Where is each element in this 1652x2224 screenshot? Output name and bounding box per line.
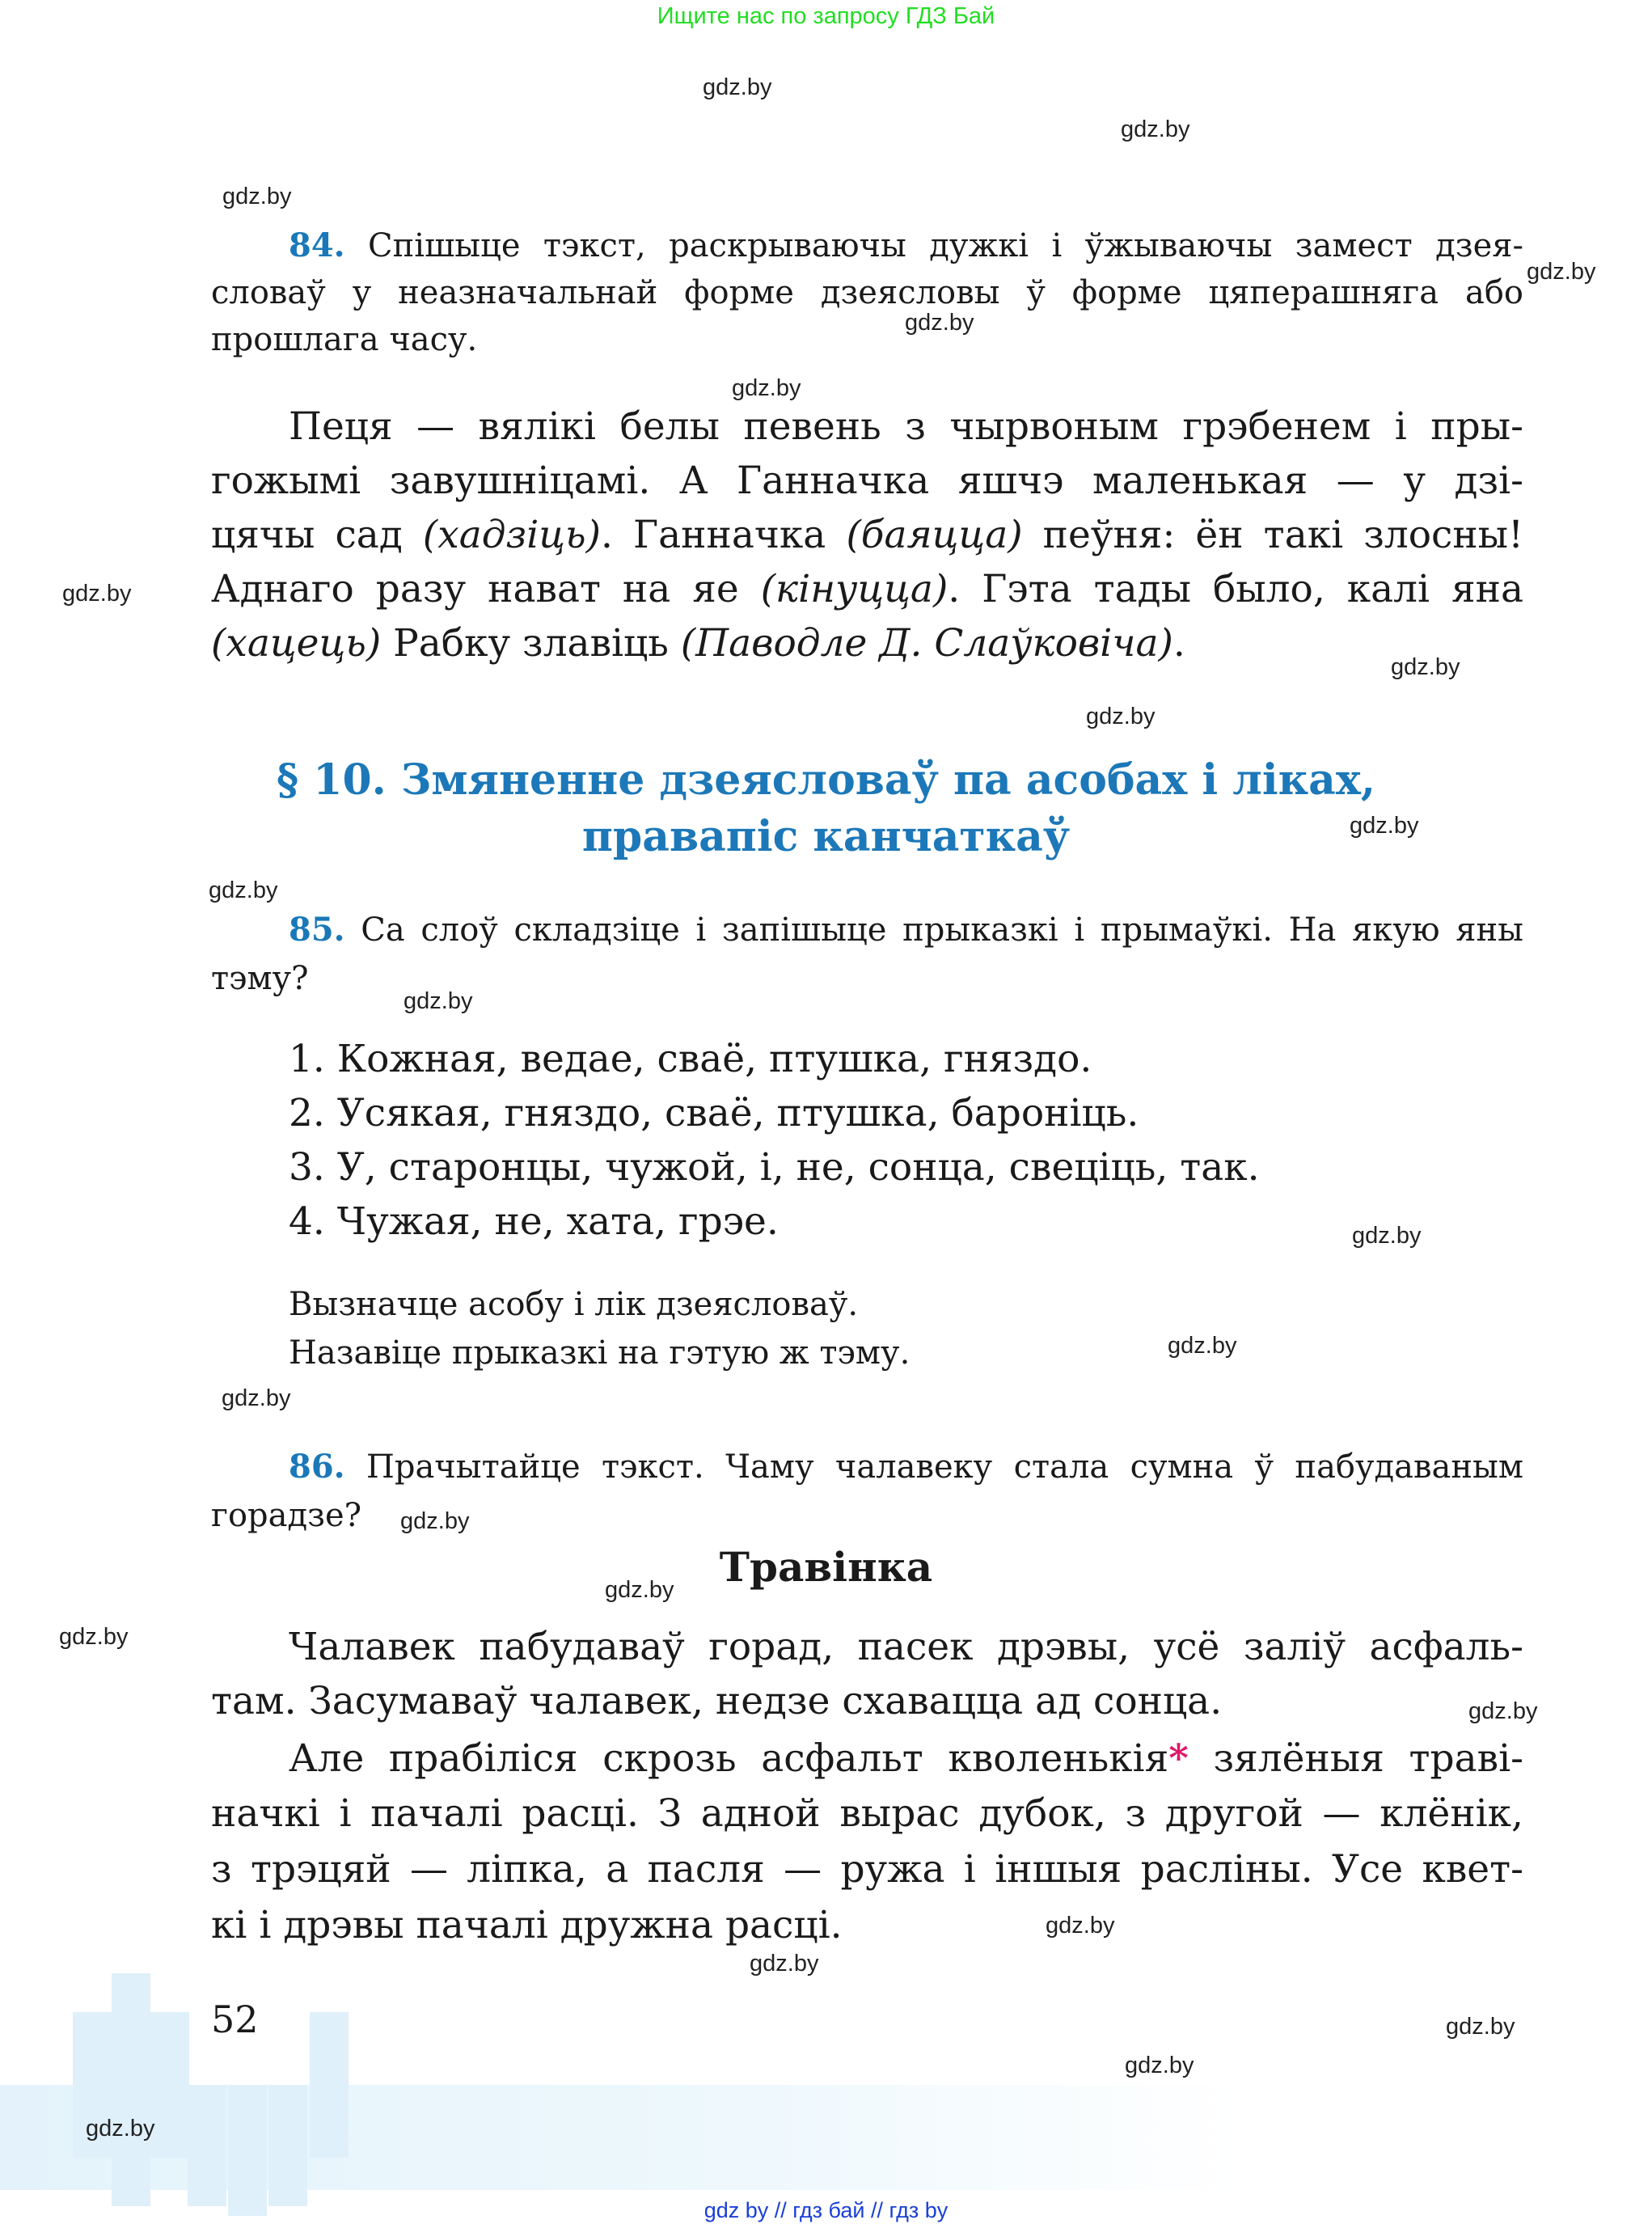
- passage-line: (хацець) Рабку злавіць (Паводле Д. Слаўковіча).: [211, 621, 1185, 666]
- decor-square: [310, 2012, 349, 2158]
- task-text: Назавіце прыказкі на гэтую ж тэму.: [289, 1334, 911, 1372]
- decor-square: [188, 2085, 226, 2206]
- watermark: gdz.by: [905, 310, 974, 336]
- source-attribution: (Паводле Д. Слаўковіча): [680, 621, 1173, 666]
- exercise-84-instruction: прошлага часу.: [211, 321, 478, 358]
- story-line: кі і дрэвы пачалі дружна расці.: [211, 1903, 843, 1947]
- exercise-86-instruction: горадзе?: [211, 1497, 362, 1534]
- verb-hint: (баяцца): [846, 513, 1023, 557]
- story-line: з трэцяй — ліпка, а пасля — ружа і іншыя расліны. Усе квет-: [211, 1847, 1523, 1892]
- watermark: gdz.by: [1527, 259, 1596, 285]
- watermark: gdz.by: [400, 1508, 470, 1534]
- verb-hint: (хадзіць): [422, 513, 601, 557]
- passage-line: Пеця — вялікі белы певень з чырвоным грэбенем і пры-: [289, 404, 1523, 449]
- exercise-86-instruction: 86. Прачытайце тэкст. Чаму чалавеку стала сумна ў пабудаваным: [289, 1448, 1523, 1486]
- decor-square: [112, 2085, 150, 2206]
- story-line: Але прабіліся скрозь асфальт кволенькія* зялёныя траві-: [289, 1736, 1524, 1781]
- exercise-85-instruction: тэму?: [211, 960, 309, 997]
- exercise-number: 86.: [289, 1448, 345, 1486]
- verb-hint: (хацець): [211, 621, 382, 666]
- footer-links: gdz by // гдз бай // гдз by: [703, 2198, 949, 2222]
- watermark: gdz.by: [605, 1577, 674, 1603]
- watermark: gdz.by: [1352, 1223, 1422, 1249]
- watermark: gdz.by: [732, 375, 801, 401]
- decor-square: [268, 2085, 307, 2206]
- watermark: gdz.by: [222, 1385, 291, 1411]
- passage-line: гожымі завушніцамі. А Ганначка яшчэ маленькая — у дзі-: [211, 459, 1523, 503]
- story-line: Чалавек пабудаваў горад, пасек дрэвы, усё заліў асфаль-: [289, 1625, 1523, 1669]
- watermark: gdz.by: [1125, 2053, 1194, 2078]
- page-number: 52: [211, 1998, 259, 2041]
- story-line: начкі і пачалі расці. З адной вырас дубок, з другой — клёнік,: [211, 1791, 1523, 1836]
- proverb-item: 1. Кожная, ведае, сваё, птушка, гняздо.: [289, 1037, 1092, 1081]
- section-title: § 10. Змяненне дзеясловаў па асобах і ліках,: [277, 755, 1375, 805]
- watermark: gdz.by: [1350, 813, 1419, 839]
- exercise-number: 85.: [289, 911, 345, 949]
- story-line: там. Засумаваў чалавек, недзе схавацца ад сонца.: [211, 1679, 1223, 1723]
- story-title: Травінка: [719, 1543, 933, 1591]
- exercise-85-instruction: 85. Са слоў складзіце і запішыце прыказкі і прымаўкі. На якую яны: [289, 911, 1523, 949]
- passage-line: Аднаго разу нават на яе (кінуцца). Гэта тады было, калі яна: [211, 567, 1523, 611]
- watermark: gdz.by: [1468, 1698, 1538, 1724]
- task-text: Вызначце асобу і лік дзеясловаў.: [289, 1286, 859, 1323]
- watermark: gdz.by: [703, 74, 772, 100]
- watermark: gdz.by: [62, 581, 132, 607]
- exercise-number: 84.: [289, 226, 345, 264]
- proverb-item: 3. У, старонцы, чужой, і, не, сонца, свеціць, так.: [289, 1145, 1260, 1190]
- watermark: gdz.by: [209, 877, 278, 903]
- watermark: gdz.by: [1446, 2014, 1515, 2040]
- passage-line: цячы сад (хадзіць). Ганначка (баяцца) пеўня: ён такі злосны!: [211, 513, 1523, 557]
- top-banner: Ищите нас по запросу ГДЗ Бай: [657, 3, 995, 29]
- watermark: gdz.by: [1121, 116, 1190, 142]
- verb-hint: (кінуцца): [760, 567, 949, 611]
- exercise-84-instruction: 84. Спішыце тэкст, раскрываючы дужкі і ўжываючы замест дзея-: [289, 226, 1523, 264]
- exercise-84-instruction: словаў у неазначальнай форме дзеясловы ў форме цяперашняга або: [211, 274, 1523, 311]
- decor-square: [150, 2012, 189, 2158]
- watermark: gdz.by: [59, 1624, 129, 1650]
- footnote-asterisk: *: [1168, 1736, 1189, 1781]
- watermark: gdz.by: [1086, 704, 1156, 729]
- watermark: gdz.by: [1046, 1913, 1115, 1939]
- proverb-item: 4. Чужая, не, хата, грэе.: [289, 1199, 779, 1244]
- proverb-item: 2. Усякая, гняздо, сваё, птушка, бароніць.: [289, 1091, 1139, 1135]
- watermark: gdz.by: [86, 2116, 155, 2142]
- watermark: gdz.by: [1391, 654, 1460, 680]
- watermark: gdz.by: [222, 184, 292, 209]
- watermark: gdz.by: [750, 1951, 819, 1977]
- watermark: gdz.by: [1168, 1333, 1237, 1359]
- watermark: gdz.by: [403, 988, 473, 1014]
- section-title: правапіс канчаткаў: [581, 812, 1071, 861]
